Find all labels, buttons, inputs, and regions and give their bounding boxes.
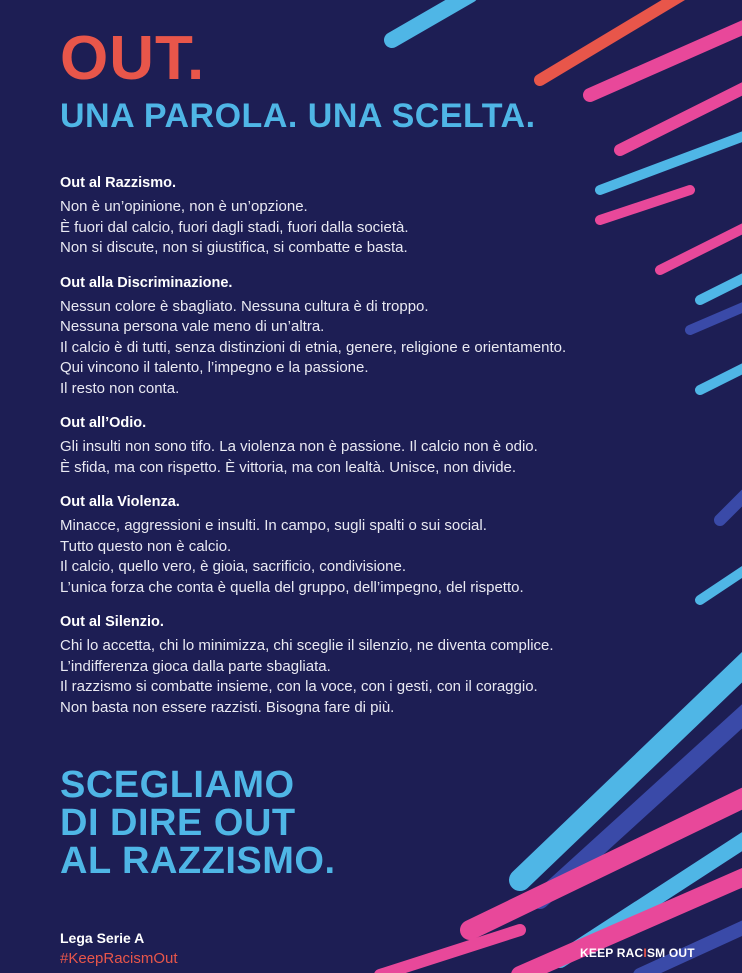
section-heading: Out alla Violenza. (60, 494, 180, 510)
section-discriminazione (60, 274, 700, 400)
section-heading: Out all’Odio. (60, 415, 147, 431)
brush-stroke-pink-bottom (380, 930, 520, 973)
keep-racism-out-logo (580, 946, 695, 966)
closing-statement (60, 766, 336, 880)
section-heading: Out al Silenzio. (60, 614, 164, 630)
brush-stroke-orange-top (540, 0, 690, 80)
section-text: Gli insulti non sono tifo. La violenza non è passione. Il calcio non è odio. È sfida, ma con rispetto. È vittoria, ma con lealtà. Unisce, non divide. (60, 438, 538, 476)
section-silenzio (60, 613, 700, 718)
section-heading: Out al Razzismo. (60, 175, 177, 191)
section-text: Non è un’opinione, non è un’opzione. È fuori dal calcio, fuori dagli stadi, fuori dalla società. Non si discute, non si giustifica, si combatte e basta. (60, 198, 409, 256)
section-violenza (60, 493, 700, 598)
section-text: Chi lo accetta, chi lo minimizza, chi sceglie il silenzio, ne diventa complice. L’indifferenza gioca dalla parte sbagliata. Il razzismo si combatte insieme, con la voce, con i gesti, con il coraggio. Non basta non essere razzisti. Bisogna fare di più. (60, 637, 554, 716)
brush-stroke-pink-2 (620, 80, 742, 150)
section-text: Minacce, aggressioni e insulti. In campo, sugli spalti o sui social. Tutto questo non è calcio. Il calcio, quello vero, è gioia, sacrificio, condivisione. L’unica forza che conta è quella del gruppo, dell’impegno, del rispetto. (60, 517, 524, 596)
poster-subtitle: UNA PAROLA. UNA SCELTA. (60, 97, 536, 135)
brush-stroke-blue-4 (700, 360, 742, 390)
brush-stroke-pink-top (590, 20, 742, 95)
manifesto-sections (60, 174, 700, 733)
section-razzismo (60, 174, 700, 259)
logo-text-part: KEEP RAC (580, 946, 644, 960)
brush-stroke-blue-5 (700, 560, 742, 600)
organization-name: Lega Serie A (60, 930, 145, 946)
campaign-hashtag: #KeepRacismOut (60, 950, 178, 967)
brush-stroke-blue-top (392, 0, 470, 40)
section-odio (60, 414, 700, 478)
section-text: Nessun colore è sbagliato. Nessuna cultura è di troppo. Nessuna persona vale meno di un’altra. Il calcio è di tutti, senza distinzioni di etnia, genere, religione e orientamento. Qui vincono il talento, l’impegno e la passione. Il resto non conta. (60, 297, 567, 397)
brush-stroke-blue-3 (700, 270, 742, 300)
brush-stroke-navy-2 (720, 480, 742, 520)
closing-line: DI DIRE OUT (60, 802, 296, 844)
logo-text-part: SM OUT (646, 946, 695, 960)
brush-stroke-pink-big-1 (470, 790, 742, 930)
brush-stroke-blue-big-2 (560, 830, 742, 960)
closing-line: SCEGLIAMO (60, 764, 295, 806)
closing-line: AL RAZZISMO. (60, 840, 336, 882)
section-heading: Out alla Discriminazione. (60, 274, 233, 291)
poster-title: OUT. (60, 24, 206, 93)
logo-slash-part: I (643, 946, 647, 960)
